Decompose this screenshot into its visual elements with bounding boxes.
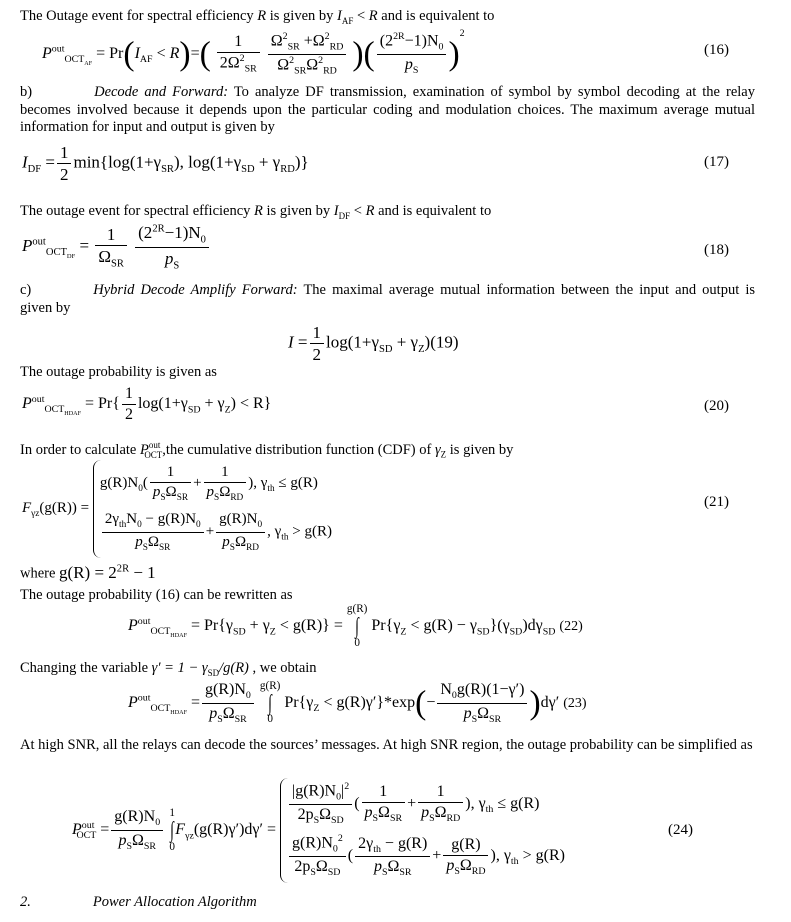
equation-number-18: (18) <box>704 242 729 258</box>
equation-17: $I_{DF}$ = $\frac{1}{2}$ $\min\{\log(1+\gamma_{SR})$, $\log(1+\gamma_{SD} + \gamma_{RD})$} <box>22 143 309 185</box>
equation-number-21: (21) <box>704 494 729 510</box>
equation-number-24: (24) <box>668 822 693 838</box>
integral-sign: 1 ∫ 0 <box>169 807 175 853</box>
paragraph-rewritten: The outage probability (16) can be rewritten as <box>20 587 293 603</box>
paragraph-decode-forward: b) Decode and Forward: To analyze DF transmission, examination of symbol by symbol decoding at the relay becomes involved because it depends upon the particular coding and modulation choices. The maximum average mutual information for input and output is given by <box>20 84 755 135</box>
equation-23: $P^{out}_{OCT_{HDAF}}$ = $\frac{g(R)N_0}{p_S\Omega_{SR}}$ g(R) ∫ 0 $Pr\{\gamma_Z < g(R)\gamma'\}*\exp(-$ $\frac{N_0g(R)(1-\gamma')}{p_S\Omega_{SR}}$ )dγ′ (23) <box>128 679 587 726</box>
paragraph-hdaf: c) Hybrid Decode Amplify Forward: The maximal average mutual information between the input and output is given by <box>20 282 755 316</box>
equation-number-23: (23) <box>563 695 587 711</box>
paragraph-df-outage: The outage event for spectral efficiency R is given by $I_{DF} < R$ and is equivalent to <box>20 203 492 221</box>
equation-19: I = $\frac{1}{2}$ $\log(1+\gamma_{SD} + \gamma_Z)(19)$ <box>288 323 459 365</box>
equation-24: $P^{out}_{OCT}$ = $\frac{g(R)N_0}{p_S\Omega_{SR}}$ 1 ∫ 0 $F_{\gamma z}(g(R)\gamma')d\gamma'$ = $\frac{|g(R)N_0|^2}{2p_S\Omega_{SD}}$ ( $\frac{1}{p_S\Omega_{SR}}$ + $\frac{1}{p_S\Omega_{RD}}$ ), $\gamma_{th} \le g(R)$ $\frac{g(R)N_0^2}{2p_S\Omega_{SD}}$ ( $\frac{2\gamma_{th} - g(R)}{p_S\Omega_{SR}}$ + $\frac{g(R)}{p_S\Omega_{RD}}$ ), $\gamma_{th} > g(R)$ <box>72 778 565 883</box>
equation-number-16: (16) <box>704 42 729 58</box>
paragraph-where: where $g(R) = 2^{2R} - 1$ <box>20 562 156 582</box>
equation-number-19: (19) <box>430 332 459 352</box>
paragraph-cdf: In order to calculate $P^{out}_{OCT},the$ cumulative distribution function (CDF) of $\gamma_Z$ is given by <box>20 440 514 460</box>
paragraph-change-variable: Changing the variable $\gamma' = 1 - \gamma_{SD}/g(R)$ , we obtain <box>20 660 317 678</box>
integral-sign: g(R) ∫ 0 <box>346 603 368 649</box>
paragraph-high-snr: At high SNR, all the relays can decode the sources’ messages. At high SNR region, the outage probability can be simplified as <box>20 737 753 753</box>
equation-number-20: (20) <box>704 398 729 414</box>
equation-number-22: (22) <box>559 619 583 635</box>
paragraph-outage-prob: The outage probability is given as <box>20 364 217 380</box>
equation-22: $P^{out}_{OCT_{HDAF}} = Pr\{\gamma_{SD} + \gamma_Z < g(R)\}$ = g(R) ∫ 0 $Pr\{\gamma_Z < g(R) - \gamma_{SD}\}(\gamma_{SD})d\gamma_{SD}$ (22) <box>128 603 583 649</box>
equation-20: $P^{out}_{OCT_{HDAF}} = Pr${ $\frac{1}{2}$ $\log(1+\gamma_{SD} + \gamma_Z) < R$} <box>22 385 272 423</box>
equation-21: $F_{\gamma z}(g(R))$ = $g(R)N_0$( $\frac{1}{p_S\Omega_{SR}}$ + $\frac{1}{p_S\Omega_{RD}}$ ), $\gamma_{th} \le g(R)$ $\frac{2\gamma_{th}N_0 - g(R)N_0}{p_S\Omega_{SR}}$ + $\frac{g(R)N_0}{p_S\Omega_{RD}}$ , $\gamma_{th} > g(R)$ <box>22 460 332 558</box>
integral-sign: g(R) ∫ 0 <box>259 679 281 726</box>
equation-number-17: (17) <box>704 154 729 170</box>
equation-18: $P^{out}_{OCT_{DF}}$ = $\frac{1}{\Omega_{SR}}$ $\frac{(2^{2R}-1)N_0}{p_S}$ <box>22 222 211 272</box>
section-heading-power-allocation: 2. Power Allocation Algorithm <box>20 894 257 910</box>
paragraph-af-outage: The Outage event for spectral efficiency R is given by $I_{AF} < R$ and is equivalent to <box>20 8 495 26</box>
equation-16: $P^{out}_{OCT_{AF}} = Pr(I_{AF} < R)=$( $\frac{1}{2\Omega^2_{SR}}$ $\frac{\Omega^2_{SR} +\Omega^2_{RD}}{\Omega^2_{SR}\Omega^2_{RD}}$ )( $\frac{(2^{2R}-1)N_0}{p_S}$ )$^2$ <box>42 28 465 77</box>
